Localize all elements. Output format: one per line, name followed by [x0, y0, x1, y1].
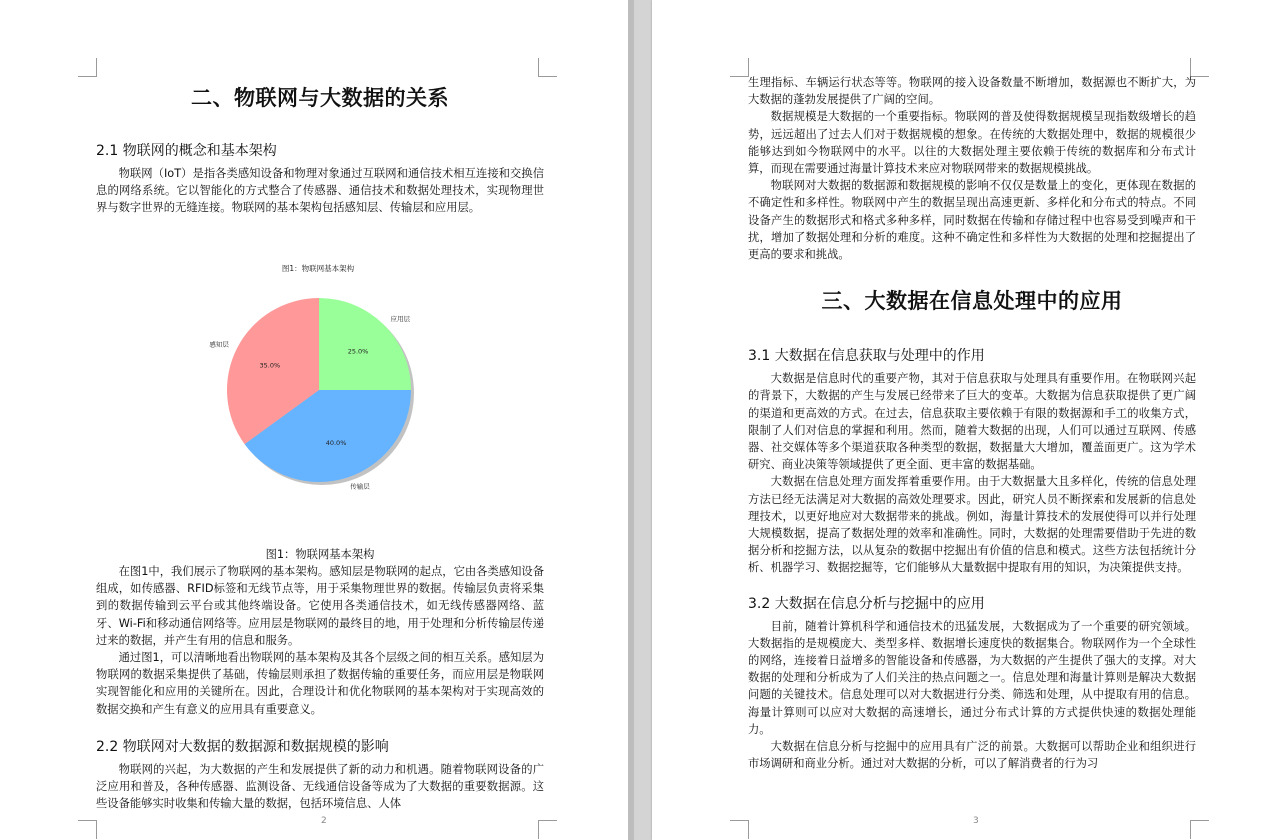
crop-mark [730, 820, 749, 839]
slice-percent-label: 40.0% [325, 438, 347, 447]
crop-mark [538, 58, 557, 77]
crop-mark [1190, 820, 1209, 839]
paragraph: 生理指标、车辆运行状态等等。物联网的接入设备数量不断增加，数据源也不断扩大，为大数据的蓬勃发展提供了广阔的空间。 [748, 76, 1196, 107]
paragraph: 大数据是信息时代的重要产物，其对于信息获取与处理具有重要作用。在物联网兴起的背景下，大数据的产生与发展已经带来了巨大的变革。大数据为信息获取提供了更广阔的渠道和更高效的方式。在过去，信息获取主要依赖于有限的数据源和手工的收集方式，限制了人们对信息的掌握和利用。然而，随着大数据的出现，人们可以通过互联网、传感器、社交媒体等多个渠道获取各种类型的数据，数据量大大增加，覆盖面更广。这为学术研究、商业决策等领域提供了更全面、更丰富的数据基础。 [748, 372, 1196, 472]
paragraph: 物联网的兴起，为大数据的产生和发展提供了新的动力和机遇。随着物联网设备的广泛应用和普及，各种传感器、监测设备、无线通信设备等成为了大数据的重要数据源。这些设备能够实时收集和传输大量的数据，包括环境信息、人体 [96, 762, 544, 811]
page-2-body [96, 82, 544, 217]
section-title: 2.1 物联网的概念和基本架构 [96, 143, 277, 159]
crop-mark [78, 58, 97, 77]
paragraph: 数据规模是大数据的一个重要指标。物联网的普及使得数据规模呈现指数级增长的趋势，远远超出了过去人们对于数据规模的想象。在传统的大数据处理中，数据的规模很少能够达到如今物联网中的水平。以往的大数据处理主要依赖于传统的数据库和分布式计算，而现在需要通过海量计算技术来应对物联网带来的数据规模挑战。 [748, 110, 1196, 176]
page-2-body-lower [96, 546, 544, 812]
document-page-2 [0, 0, 628, 840]
crop-mark [730, 58, 749, 77]
chapter-heading: 二、物联网与大数据的关系 [191, 85, 449, 110]
paragraph: 物联网（IoT）是指各类感知设备和物理对象通过互联网和通信技术相互连接和交换信息的网络系统。它以智能化的方式整合了传感器、通信技术和数据处理技术，实现物理世界与数字世界的无缝连接。物联网的基本架构包括感知层、传输层和应用层。 [96, 167, 544, 215]
slice-category-label: 传输层 [350, 482, 370, 491]
page-number: 2 [321, 816, 327, 826]
paragraph: 大数据在信息处理方面发挥着重要作用。由于大数据量大且多样化，传统的信息处理方法已经无法满足对大数据的高效处理要求。因此，研究人员不断探索和发展新的信息处理技术，以更好地应对大数据带来的挑战。例如，海量计算技术的发展使得可以并行处理大规模数据，提高了数据处理的效率和准确性。同时，大数据的处理需要借助于先进的数据分析和挖掘方法，以从复杂的数据中挖掘出有价值的信息和模式。这些方法包括统计分析、机器学习、数据挖掘等，它们能够从大量数据中提取有用的知识，为决策提供支持。 [748, 475, 1196, 575]
page-number: 3 [973, 816, 979, 826]
pie-chart [190, 258, 446, 508]
section-title: 3.2 大数据在信息分析与挖掘中的应用 [748, 595, 985, 612]
pie-slice [319, 298, 411, 390]
page-gutter [628, 0, 652, 840]
section-title: 2.2 物联网对大数据的数据源和数据规模的影响 [96, 738, 389, 755]
pie-chart-svg [190, 258, 446, 508]
chart-title: 图1：物联网基本架构 [281, 264, 355, 273]
paragraph: 通过图1，可以清晰地看出物联网的基本架构及其各个层级之间的相互关系。感知层为物联网的数据采集提供了基础，传输层则承担了数据传输的重要任务，而应用层是物联网实现智能化和应用的关键所在。因此，合理设计和优化物联网的基本架构对于实现高效的数据交换和产生有意义的应用具有重要意义。 [96, 651, 544, 716]
chapter-heading: 三、大数据在信息处理中的应用 [821, 288, 1123, 314]
crop-mark [78, 820, 97, 839]
paragraph: 在图1中，我们展示了物联网的基本架构。感知层是物联网的起点，它由各类感知设备组成，如传感器、RFID标签和无线节点等，用于采集物理世界的数据。传输层负责将采集到的数据传输到云平台或其他终端设备。它使用各类通信技术，如无线传感器网络、蓝牙、Wi-Fi和移动通信网络等。应用层是物联网的最终目的地，用于处理和分析传输层传递过来的数据，并产生有用的信息和服务。 [96, 565, 544, 647]
slice-category-label: 应用层 [390, 314, 411, 323]
paragraph: 大数据在信息分析与挖掘中的应用具有广泛的前景。大数据可以帮助企业和组织进行市场调研和商业分析。通过对大数据的分析，可以了解消费者的行为习 [748, 740, 1196, 771]
page-3-body [748, 74, 1196, 773]
slice-percent-label: 35.0% [259, 361, 281, 370]
slice-percent-label: 25.0% [347, 347, 369, 356]
paragraph: 物联网对大数据的数据源和数据规模的影响不仅仅是数量上的变化，更体现在数据的不确定性和多样性。物联网中产生的数据呈现出高速更新、多样化和分布式的特点。不同设备产生的数据形式和格式多种多样，同时数据在传输和存储过程中也容易受到噪声和干扰，增加了数据处理和分析的难度。这种不确定性和多样性为大数据的处理和挖掘提出了更高的要求和挑战。 [748, 179, 1196, 262]
slice-category-label: 感知层 [209, 340, 229, 349]
document-page-3 [652, 0, 1280, 840]
crop-mark [538, 820, 557, 839]
paragraph: 目前，随着计算机科学和通信技术的迅猛发展，大数据成为了一个重要的研究领域。大数据指的是规模庞大、类型多样、数据增长速度快的数据集合。物联网作为一个全球性的网络，连接着日益增多的智能设备和传感器，为大数据的产生提供了强大的支撑。对大数据的处理和分析成为了人们关注的热点问题之一。信息处理和海量计算则是解决大数据问题的关键技术。信息处理可以对大数据进行分类、筛选和处理，从中提取有用的信息。海量计算则可以应对大数据的高速增长，通过分布式计算的方式提供快速的数据处理能力。 [748, 619, 1196, 736]
figure-caption: 图1：物联网基本架构 [265, 548, 375, 561]
section-title: 3.1 大数据在信息获取与处理中的作用 [748, 348, 985, 365]
